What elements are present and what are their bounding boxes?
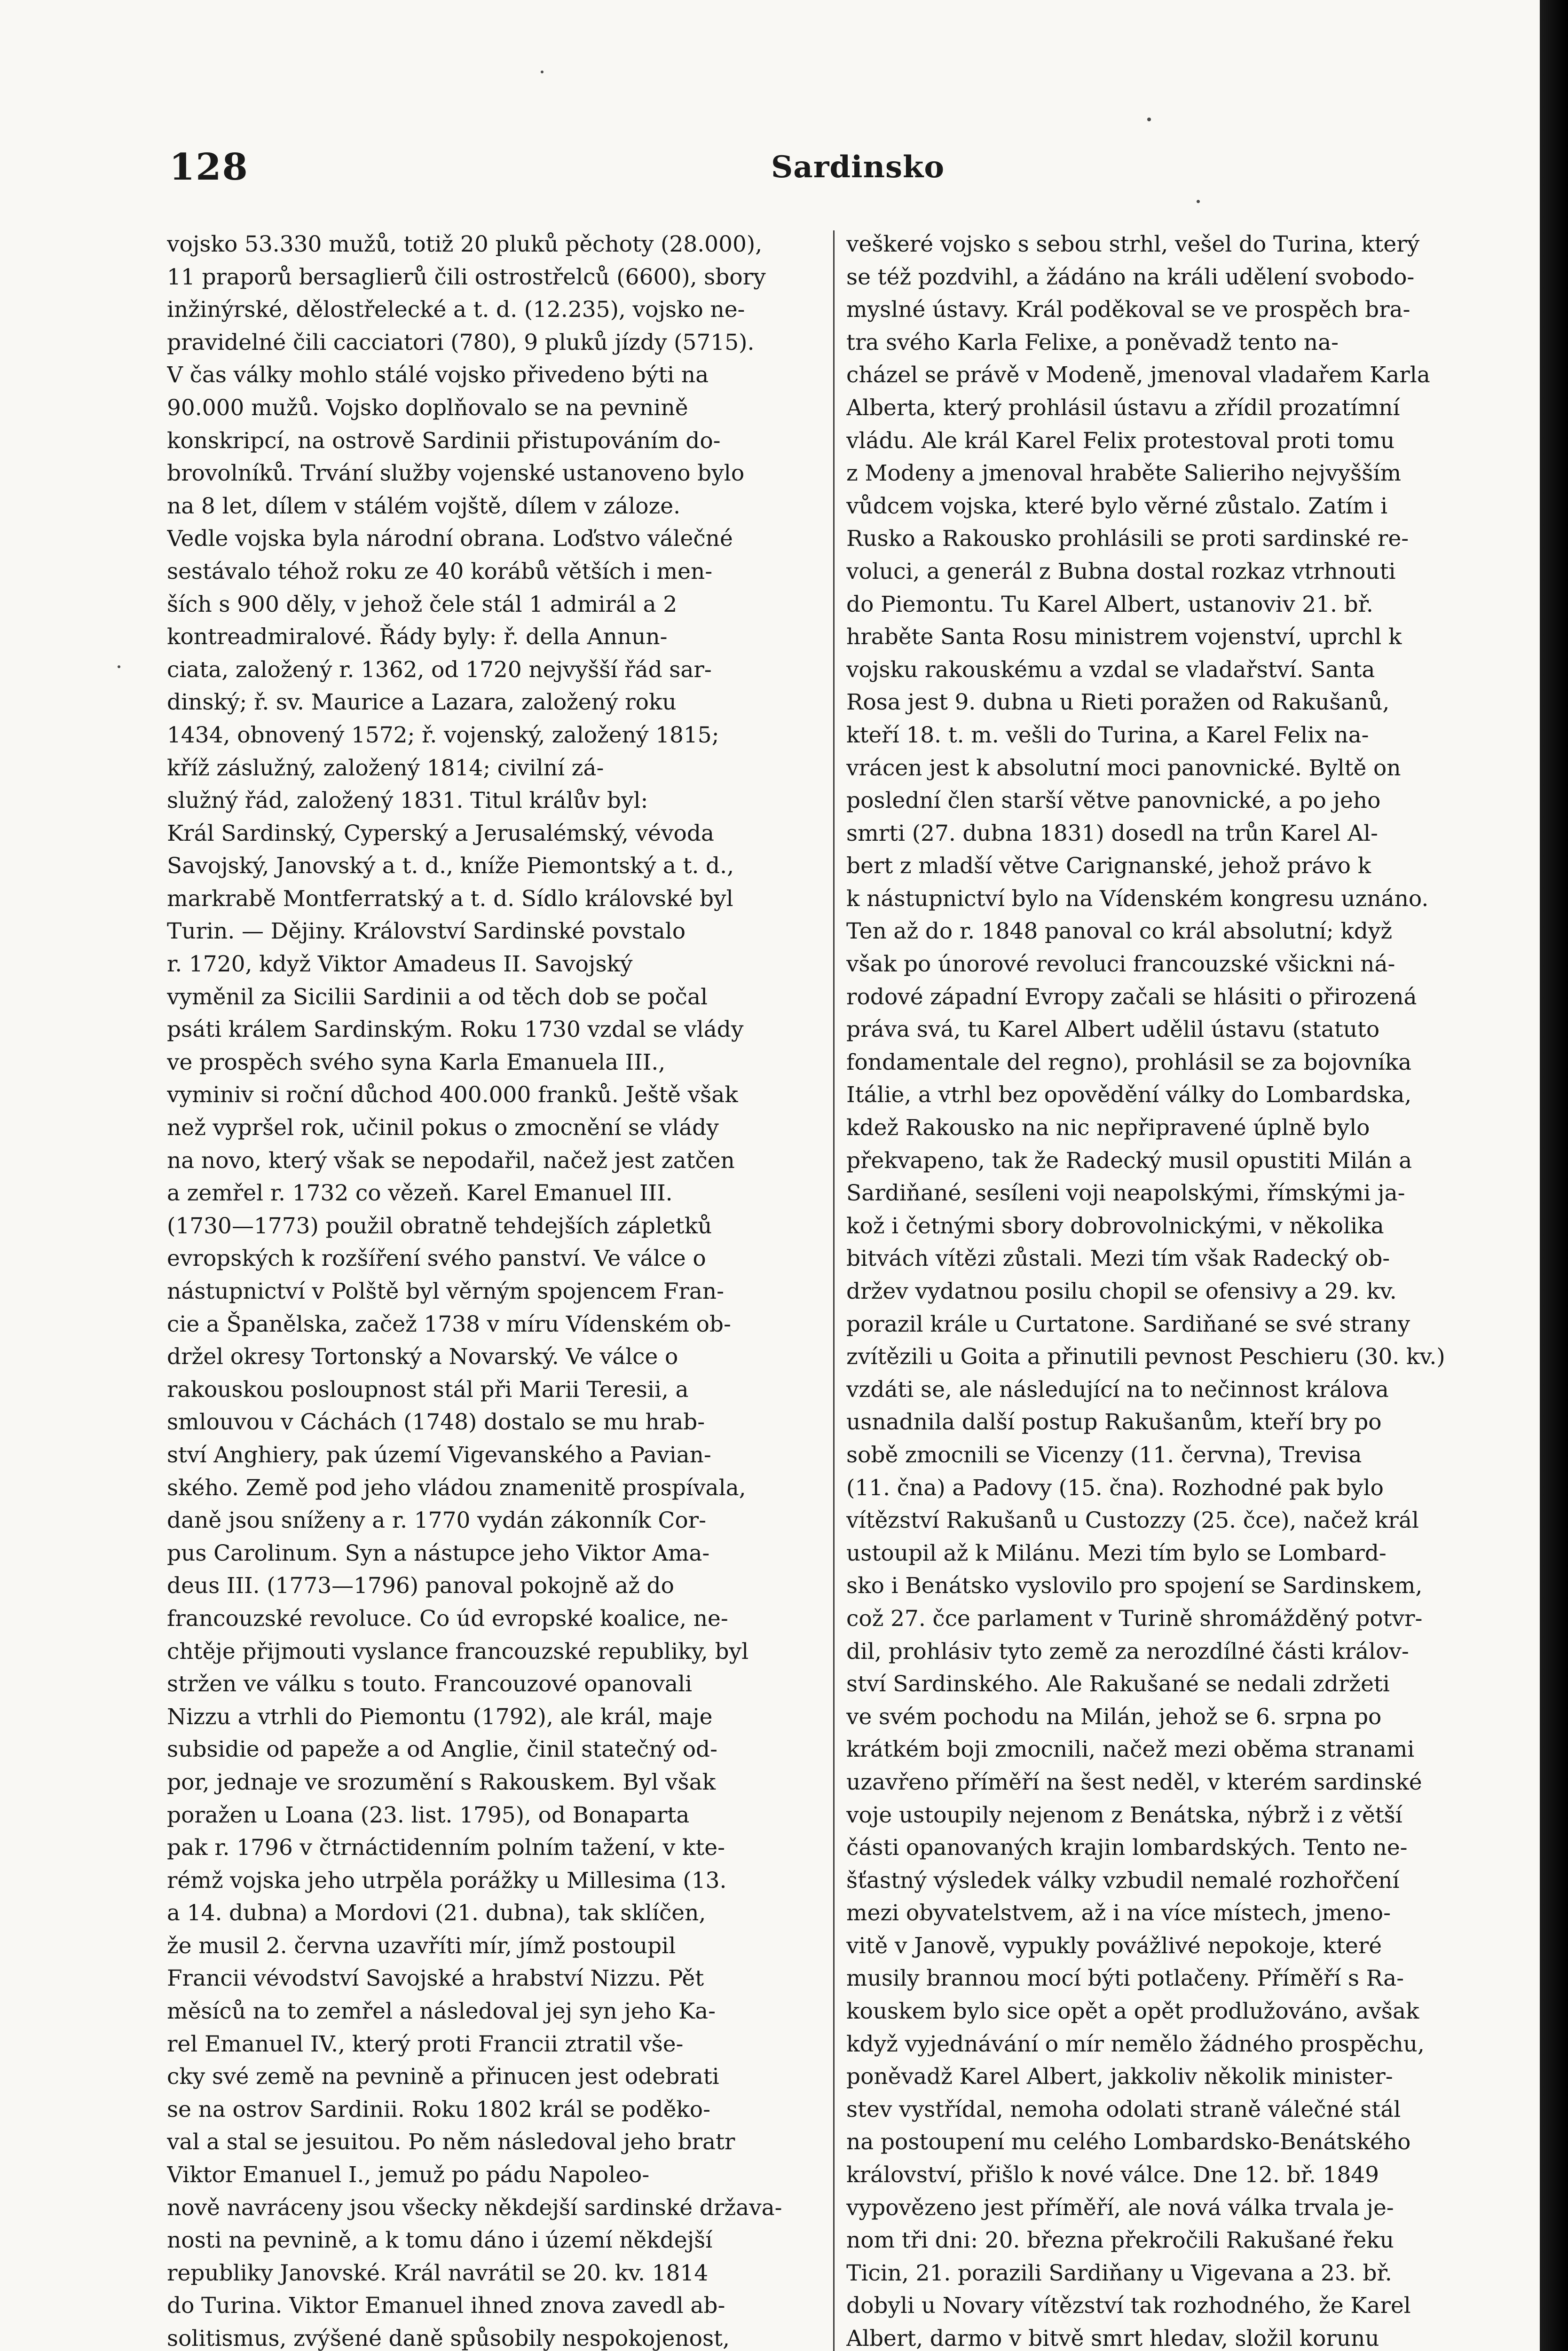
text-line: kontreadmiralové. Řády byly: ř. della Annun- — [167, 624, 668, 650]
text-line: porazil krále u Curtatone. Sardiňané se své strany — [846, 1311, 1410, 1337]
scan-speck — [1147, 118, 1151, 121]
text-line: a zemřel r. 1732 co vězeň. Karel Emanuel III. — [167, 1180, 673, 1207]
text-line: z Modeny a jmenoval hraběte Salieriho nejvyšším — [846, 460, 1402, 487]
text-line: pak r. 1796 v čtrnáctidenním polním tažení, v kte- — [167, 1835, 725, 1861]
text-line: že musil 2. června uzavříti mír, jímž postoupil — [167, 1933, 676, 1959]
text-line: pus Carolinum. Syn a nástupce jeho Viktor Ama- — [167, 1540, 710, 1566]
text-line: vládu. Ale král Karel Felix protestoval proti tomu — [846, 427, 1395, 454]
text-line: držev vydatnou posilu chopil se ofensivy a 29. kv. — [846, 1278, 1397, 1304]
text-line: Francii vévodství Savojské a hrabství Nizzu. Pět — [167, 1965, 704, 1992]
text-line: vítězství Rakušanů u Custozzy (25. čce), načež král — [846, 1507, 1419, 1534]
text-line: psáti králem Sardinským. Roku 1730 vzdal se vlády — [167, 1017, 744, 1043]
text-line: voluci, a generál z Bubna dostal rozkaz vtrhnouti — [846, 558, 1396, 584]
scan-dark-edge — [1540, 0, 1568, 2351]
text-line: nom tři dni: 20. března překročili Rakušané řeku — [846, 2227, 1394, 2254]
text-line: Rusko a Rakousko prohlásili se proti sardinské re- — [846, 526, 1409, 552]
text-line: dil, prohlásiv tyto země za nerozdílné části králov- — [846, 1638, 1409, 1665]
text-line: překvapeno, tak že Radecký musil opustiti Milán a — [846, 1147, 1412, 1174]
text-line: vůdcem vojska, které bylo věrné zůstalo. Zatím i — [846, 493, 1388, 519]
text-line: poněvadž Karel Albert, jakkoliv několik minister- — [846, 2064, 1393, 2090]
text-line: Vedle vojska byla národní obrana. Loďstvo válečné — [167, 526, 733, 552]
text-line: kož i četnými sbory dobrovolnickými, v několika — [846, 1213, 1384, 1239]
scan-speck — [118, 665, 120, 668]
text-line: usnadnila další postup Rakušanům, kteří bry po — [846, 1409, 1382, 1436]
text-line: poražen u Loana (23. list. 1795), od Bonaparta — [167, 1802, 690, 1828]
text-line: měsíců na to zemřel a následoval jej syn jeho Ka- — [167, 1998, 716, 2025]
text-line: stev vystřídal, nemoha odolati straně válečné stál — [846, 2096, 1401, 2122]
text-line: do Piemontu. Tu Karel Albert, ustanoviv 21. bř. — [846, 591, 1373, 617]
text-line: uzavřeno příměří na šest neděl, v kterém sardinské — [846, 1769, 1422, 1795]
text-line: markrabě Montferratský a t. d. Sídlo královské byl — [167, 885, 733, 912]
text-line: kdež Rakousko na nic nepřipravené úplně bylo — [846, 1115, 1370, 1141]
text-line: francouzské revoluce. Co úd evropské koalice, ne- — [167, 1605, 728, 1632]
text-line: dinský; ř. sv. Maurice a Lazara, založený roku — [167, 689, 677, 716]
text-line: ustoupil až k Milánu. Mezi tím bylo se Lombard- — [846, 1540, 1387, 1566]
page-number: 128 — [169, 146, 249, 189]
text-line: držel okresy Tortonský a Novarský. Ve válce o — [167, 1344, 678, 1370]
text-line: na novo, který však se nepodařil, načež jest zatčen — [167, 1147, 735, 1174]
text-line: Albert, darmo v bitvě smrt hledav, složil korunu — [846, 2326, 1379, 2351]
text-line: tra svého Karla Felixe, a poněvadž tento na- — [846, 329, 1339, 355]
scan-speck — [541, 71, 544, 73]
text-line: cie a Španělska, začež 1738 v míru Vídenském ob- — [167, 1311, 731, 1337]
text-line: nástupnictví v Polště byl věrným spojencem Fran- — [167, 1278, 725, 1304]
text-line: inžinýrské, dělostřelecké a t. d. (12.235), vojsko ne- — [167, 297, 745, 323]
right-text-column — [846, 228, 1505, 2351]
text-line: konskripcí, na ostrově Sardinii přistupováním do- — [167, 427, 721, 454]
text-line: daně jsou sníženy a r. 1770 vydán zákonník Cor- — [167, 1507, 706, 1534]
text-line: (1730—1773) použil obratně tehdejších zápletků — [167, 1213, 712, 1239]
text-line: krátkém boji zmocnili, načež mezi oběma stranami — [846, 1736, 1415, 1763]
text-line: a 14. dubna) a Mordovi (21. dubna), tak sklíčen, — [167, 1900, 706, 1926]
text-line: Nizzu a vtrhli do Piemontu (1792), ale král, maje — [167, 1704, 713, 1730]
text-line: do Turina. Viktor Emanuel ihned znova zavedl ab- — [167, 2293, 725, 2319]
text-line: subsidie od papeže a od Anglie, činil statečný od- — [167, 1736, 717, 1763]
text-line: smrti (27. dubna 1831) dosedl na trůn Karel Al- — [846, 820, 1378, 846]
text-line: smlouvou v Cáchách (1748) dostalo se mu hrab- — [167, 1409, 705, 1436]
text-line: království, přišlo k nové válce. Dne 12. bř. 1849 — [846, 2162, 1379, 2188]
text-line: pravidelné čili cacciatori (780), 9 pluků jízdy (5715). — [167, 329, 755, 355]
text-line: vyměnil za Sicilii Sardinii a od těch dob se počal — [167, 984, 708, 1010]
text-line: kouskem bylo sice opět a opět prodlužováno, avšak — [846, 1998, 1419, 2025]
text-line: voje ustoupily nejenom z Benátska, nýbrž i z větší — [846, 1802, 1403, 1828]
text-line: ciata, založený r. 1362, od 1720 nejvyšší řád sar- — [167, 656, 712, 683]
text-line: deus III. (1773—1796) panoval pokojně až do — [167, 1573, 674, 1599]
text-line: Viktor Emanuel I., jemuž po pádu Napoleo- — [167, 2162, 650, 2188]
text-line: Král Sardinský, Cyperský a Jerusalémský, vévoda — [167, 820, 714, 846]
text-line: rodové západní Evropy začali se hlásiti o přirozená — [846, 984, 1417, 1010]
text-line: V čas války mohlo stálé vojsko přivedeno býti na — [167, 362, 709, 388]
text-line: vojsko 53.330 mužů, totiž 20 pluků pěchoty (28.000), — [167, 231, 763, 257]
text-line: kříž záslužný, založený 1814; civilní zá- — [167, 755, 604, 781]
text-line: však po únorové revoluci francouzské všickni ná- — [846, 951, 1395, 978]
text-line: vypovězeno jest příměří, ale nová válka trvala je- — [846, 2194, 1394, 2221]
text-line: vzdáti se, ale následující na to nečinnost králova — [846, 1376, 1389, 1403]
text-line: Alberta, který prohlásil ústavu a zřídil prozatímní — [846, 394, 1400, 421]
text-line: vitě v Janově, vypukly povážlivé nepokoje, které — [846, 1933, 1382, 1959]
text-line: ského. Země pod jeho vládou znamenitě prospívala, — [167, 1475, 746, 1501]
text-line: musily brannou mocí býti potlačeny. Příměří s Ra- — [846, 1965, 1404, 1992]
text-line: mezi obyvatelstvem, až i na více místech, jmeno- — [846, 1900, 1391, 1926]
text-line: sestávalo téhož roku ze 40 korábů větších i men- — [167, 558, 713, 584]
text-line: šťastný výsledek války vzbudil nemalé rozhořčení — [846, 1867, 1400, 1893]
text-line: než vypršel rok, učinil pokus o zmocnění se vlády — [167, 1115, 719, 1141]
left-text-column — [167, 228, 825, 2351]
text-line: Turin. — Dějiny. Království Sardinské povstalo — [167, 918, 686, 945]
text-line: ve svém pochodu na Milán, jehož se 6. srpna po — [846, 1704, 1382, 1730]
text-line: vojsku rakouskému a vzdal se vladařství. Santa — [846, 656, 1375, 683]
text-line: solitismus, zvýšené daně spůsobily nespokojenost, — [167, 2326, 730, 2351]
text-line: fondamentale del regno), prohlásil se za bojovníka — [846, 1049, 1412, 1075]
text-line: vyminiv si roční důchod 400.000 franků. Ještě však — [167, 1082, 738, 1108]
text-line: což 27. čce parlament v Turině shromážděný potvr- — [846, 1605, 1423, 1632]
text-line: se též pozdvihl, a žádáno na králi udělení svobodo- — [846, 264, 1415, 290]
text-line: se na ostrov Sardinii. Roku 1802 král se poděko- — [167, 2096, 710, 2122]
text-line: val a stal se jesuitou. Po něm následoval jeho bratr — [167, 2129, 735, 2155]
text-line: cházel se právě v Modeně, jmenoval vladařem Karla — [846, 362, 1430, 388]
text-line: brovolníků. Trvání služby vojenské ustanoveno bylo — [167, 460, 745, 487]
text-line: rémž vojska jeho utrpěla porážky u Millesima (13. — [167, 1867, 727, 1893]
text-line: zvítězili u Goita a přinutili pevnost Peschieru (30. kv.) — [846, 1344, 1445, 1370]
text-line: cky své země na pevnině a přinucen jest odebrati — [167, 2064, 719, 2090]
text-line: když vyjednávání o mír nemělo žádného prospěchu, — [846, 2031, 1425, 2057]
text-line: k nástupnictví bylo na Vídenském kongresu uznáno. — [846, 885, 1429, 912]
text-line: na 8 let, dílem v stálém vojště, dílem v záloze. — [167, 493, 681, 519]
text-line: (11. čna) a Padovy (15. čna). Rozhodné pak bylo — [846, 1475, 1384, 1501]
text-line: 1434, obnovený 1572; ř. vojenský, založený 1815; — [167, 722, 719, 748]
text-line: veškeré vojsko s sebou strhl, vešel do Turina, který — [846, 231, 1420, 257]
text-line: sko i Benátsko vyslovilo pro spojení se Sardinskem, — [846, 1573, 1423, 1599]
text-line: nově navráceny jsou všecky někdejší sardinské država- — [167, 2194, 782, 2221]
text-line: 11 praporů bersaglierů čili ostrostřelců (6600), sbory — [167, 264, 766, 290]
text-line: rakouskou posloupnost stál při Marii Teresii, a — [167, 1376, 689, 1403]
text-line: rel Emanuel IV., který proti Francii ztratil vše- — [167, 2031, 684, 2057]
text-line: ství Sardinského. Ale Rakušané se nedali zdržeti — [846, 1671, 1390, 1697]
text-line: republiky Janovské. Král navrátil se 20. kv. 1814 — [167, 2260, 709, 2286]
text-line: hraběte Santa Rosu ministrem vojenství, uprchl k — [846, 624, 1402, 650]
text-line: Ten až do r. 1848 panoval co král absolutní; když — [846, 918, 1393, 945]
text-line: Rosa jest 9. dubna u Rieti poražen od Rakušanů, — [846, 689, 1390, 716]
text-line: dobyli u Novary vítězství tak rozhodného, že Karel — [846, 2293, 1411, 2319]
text-line: práva svá, tu Karel Albert udělil ústavu (statuto — [846, 1017, 1380, 1043]
running-head: Sardinsko — [771, 150, 945, 185]
text-line: poslední člen starší větve panovnické, a po jeho — [846, 788, 1381, 814]
scan-speck — [1197, 200, 1200, 203]
text-line: r. 1720, když Viktor Amadeus II. Savojský — [167, 951, 633, 978]
text-line: ve prospěch svého syna Karla Emanuela III., — [167, 1049, 666, 1075]
text-line: stržen ve válku s touto. Francouzové opanovali — [167, 1671, 693, 1697]
text-line: 90.000 mužů. Vojsko doplňovalo se na pevnině — [167, 394, 688, 421]
text-line: Itálie, a vtrhl bez opovědění války do Lombardska, — [846, 1082, 1412, 1108]
page-header — [169, 146, 1528, 202]
text-line: Savojský, Janovský a t. d., kníže Piemontský a t. d., — [167, 853, 734, 879]
text-line: por, jednaje ve srozumění s Rakouskem. Byl však — [167, 1769, 716, 1795]
text-line: bert z mladší větve Carignanské, jehož právo k — [846, 853, 1371, 879]
text-line: ství Anghiery, pak území Vigevanského a Pavian- — [167, 1442, 711, 1468]
text-line: Sardiňané, sesíleni voji neapolskými, římskými ja- — [846, 1180, 1405, 1207]
text-line: Ticin, 21. porazili Sardiňany u Vigevana a 23. bř. — [846, 2260, 1392, 2286]
text-line: chtěje přijmouti vyslance francouzské republiky, byl — [167, 1638, 749, 1665]
text-line: na postoupení mu celého Lombardsko-Benátského — [846, 2129, 1411, 2155]
text-line: služný řád, založený 1831. Titul králův byl: — [167, 788, 648, 814]
text-line: nosti na pevnině, a k tomu dáno i území někdejší — [167, 2227, 713, 2254]
column-divider — [833, 230, 835, 2351]
text-line: bitvách vítězi zůstali. Mezi tím však Radecký ob- — [846, 1246, 1390, 1272]
text-line: sobě zmocnili se Vicenzy (11. června), Trevisa — [846, 1442, 1362, 1468]
text-line: evropských k rozšíření svého panství. Ve válce o — [167, 1246, 706, 1272]
text-line: kteří 18. t. m. vešli do Turina, a Karel Felix na- — [846, 722, 1369, 748]
text-line: části opanovaných krajin lombardských. Tento ne- — [846, 1835, 1408, 1861]
text-line: ších s 900 děly, v jehož čele stál 1 admirál a 2 — [167, 591, 678, 617]
text-line: vrácen jest k absolutní moci panovnické. Byltě on — [846, 755, 1401, 781]
text-line: myslné ústavy. Král poděkoval se ve prospěch bra- — [846, 297, 1410, 323]
